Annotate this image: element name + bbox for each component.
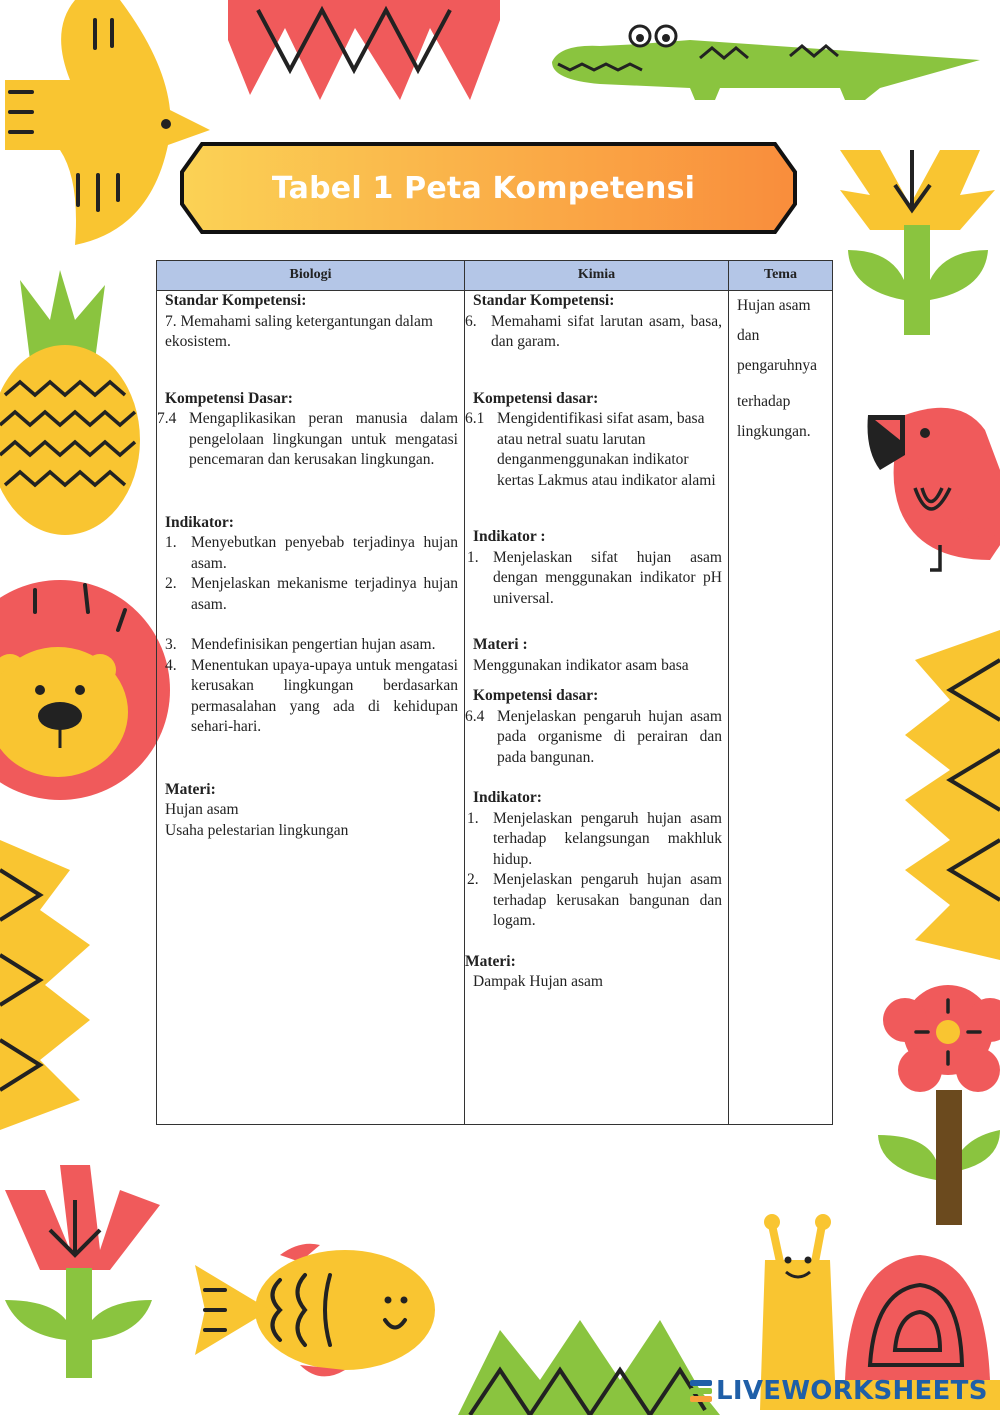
left-zigzag-shape (0, 840, 90, 1130)
page-title: Tabel 1 Peta Kompetensi (271, 170, 696, 206)
flower-illustration (840, 150, 995, 335)
kimia-materi-text: Menggunakan indikator asam basa (473, 656, 689, 674)
biologi-kd-text: Mengaplikasikan peran manusia dalam pengelolaan lingkungan untuk mengatasi pencemaran dan kerusakan lingkungan. (189, 410, 458, 468)
kimia-cell: Standar Kompetensi: 6. Memahami sifat larutan asam, basa, dan garam. Kompetensi dasar: 6.1 Mengidentifikasi sifat asam, basa atau netral suatu larutan denganmenggunakan indikator kertas Lakmus atau indikator alami Indikator : 1. Menjelaskan sifat hujan asam dengan menggunakan indikator pH universal. Materi : Menggunakan indikator asam basa Kompetensi dasar: 6.4 Menjelaskan pengaruh hujan asam pada organisme di perairan dan pada bangunan. Indikator: 1. Menjelaskan pengaruh hujan asam terhadap kelangsungan makhluk hidup. 2. Menjelaskan pengaruh hujan asam terhadap kerusakan bangunan dan logam. Materi: Dampak Hujan asam (465, 291, 729, 1125)
list-item: 2. Menjelaskan mekanisme terjadinya hujan asam. (165, 575, 458, 613)
list-item: 1. Menyebutkan penyebab terjadinya hujan asam. (165, 534, 458, 572)
tema-line: Hujan asam (737, 297, 811, 314)
list-item: 1. Menjelaskan pengaruh hujan asam terhadap kelangsungan makhluk hidup. (467, 809, 722, 868)
kimia-indikator-heading: Indikator : (473, 528, 546, 545)
biologi-indikator-heading: Indikator: (165, 513, 234, 531)
table-row (157, 291, 833, 1125)
column-header-biologi: Biologi (157, 261, 465, 291)
biologi-kd-heading: Kompetensi Dasar: (165, 389, 293, 407)
kimia-materi2-text: Dampak Hujan asam (473, 973, 603, 990)
list-item: 2. Menjelaskan pengaruh hujan asam terhadap kerusakan bangunan dan logam. (467, 871, 722, 929)
tema-line: pengaruhnya (737, 357, 818, 374)
biologi-materi-heading: Materi: (165, 780, 216, 798)
kimia-kd-text: Mengidentifikasi sifat asam, basa atau netral suatu larutan denganmenggunakan indikator kertas Lakmus atau indikator alami (497, 410, 716, 489)
tema-line: dan (737, 327, 760, 344)
liveworksheets-icon (690, 1377, 712, 1405)
tulip-illustration (5, 1165, 160, 1378)
tema-line: lingkungan. (737, 423, 811, 440)
biologi-materi-item: Usaha pelestarian lingkungan (165, 821, 349, 839)
competency-table (156, 260, 833, 1125)
kimia-kd2-text: Menjelaskan pengaruh hujan asam pada organisme di perairan dan pada bangunan. (497, 707, 722, 766)
list-item: 3. Mendefinisikan pengertian hujan asam. (165, 636, 436, 653)
kimia-indikator2-heading: Indikator: (473, 789, 542, 806)
tema-line: terhadap (737, 393, 791, 410)
right-zigzag-shape (905, 630, 1000, 960)
crocodile-illustration (552, 26, 980, 100)
kimia-kd2-heading: Kompetensi dasar: (473, 687, 599, 704)
biologi-sk-text: 7. Memahami saling ketergantungan dalam ekosistem. (165, 312, 433, 350)
kimia-kd-heading: Kompetensi dasar: (473, 389, 599, 407)
table-header-row (157, 261, 833, 291)
column-header-kimia: Kimia (465, 261, 729, 291)
biologi-kd-number: 7.4 (157, 410, 177, 427)
biologi-sk-heading: Standar Kompetensi: (165, 292, 307, 309)
kimia-sk-text: Memahami sifat larutan asam, basa, dan garam. (491, 312, 722, 350)
title-banner (180, 142, 797, 234)
parrot-illustration (868, 408, 1000, 570)
column-header-tema: Tema (729, 261, 833, 291)
bottom-zigzag-shape (458, 1320, 720, 1415)
liveworksheets-logo[interactable] (690, 1374, 988, 1408)
list-item: 1. Menjelaskan sifat hujan asam dengan menggunakan indikator pH universal. (467, 548, 722, 607)
fish-illustration (195, 1244, 435, 1377)
kimia-materi2-heading: Materi: (465, 952, 516, 970)
brand-name: LIVEWORKSHEETS (716, 1376, 988, 1406)
biologi-materi-item: Hujan asam (165, 801, 239, 818)
red-flower-illustration (878, 985, 1000, 1225)
pineapple-illustration (0, 270, 140, 535)
tema-cell (729, 291, 833, 1125)
kimia-sk-heading: Standar Kompetensi: (473, 292, 615, 309)
list-item: 4. Menentukan upaya-upaya untuk mengatasi kerusakan lingkungan berdasarkan permasalahan yang ada di kehidupan sehari-hari. (165, 656, 458, 735)
kimia-materi-heading: Materi : (473, 636, 528, 653)
top-zigzag-shape (228, 0, 500, 100)
biologi-cell (157, 291, 465, 1125)
lion-illustration (0, 580, 170, 800)
